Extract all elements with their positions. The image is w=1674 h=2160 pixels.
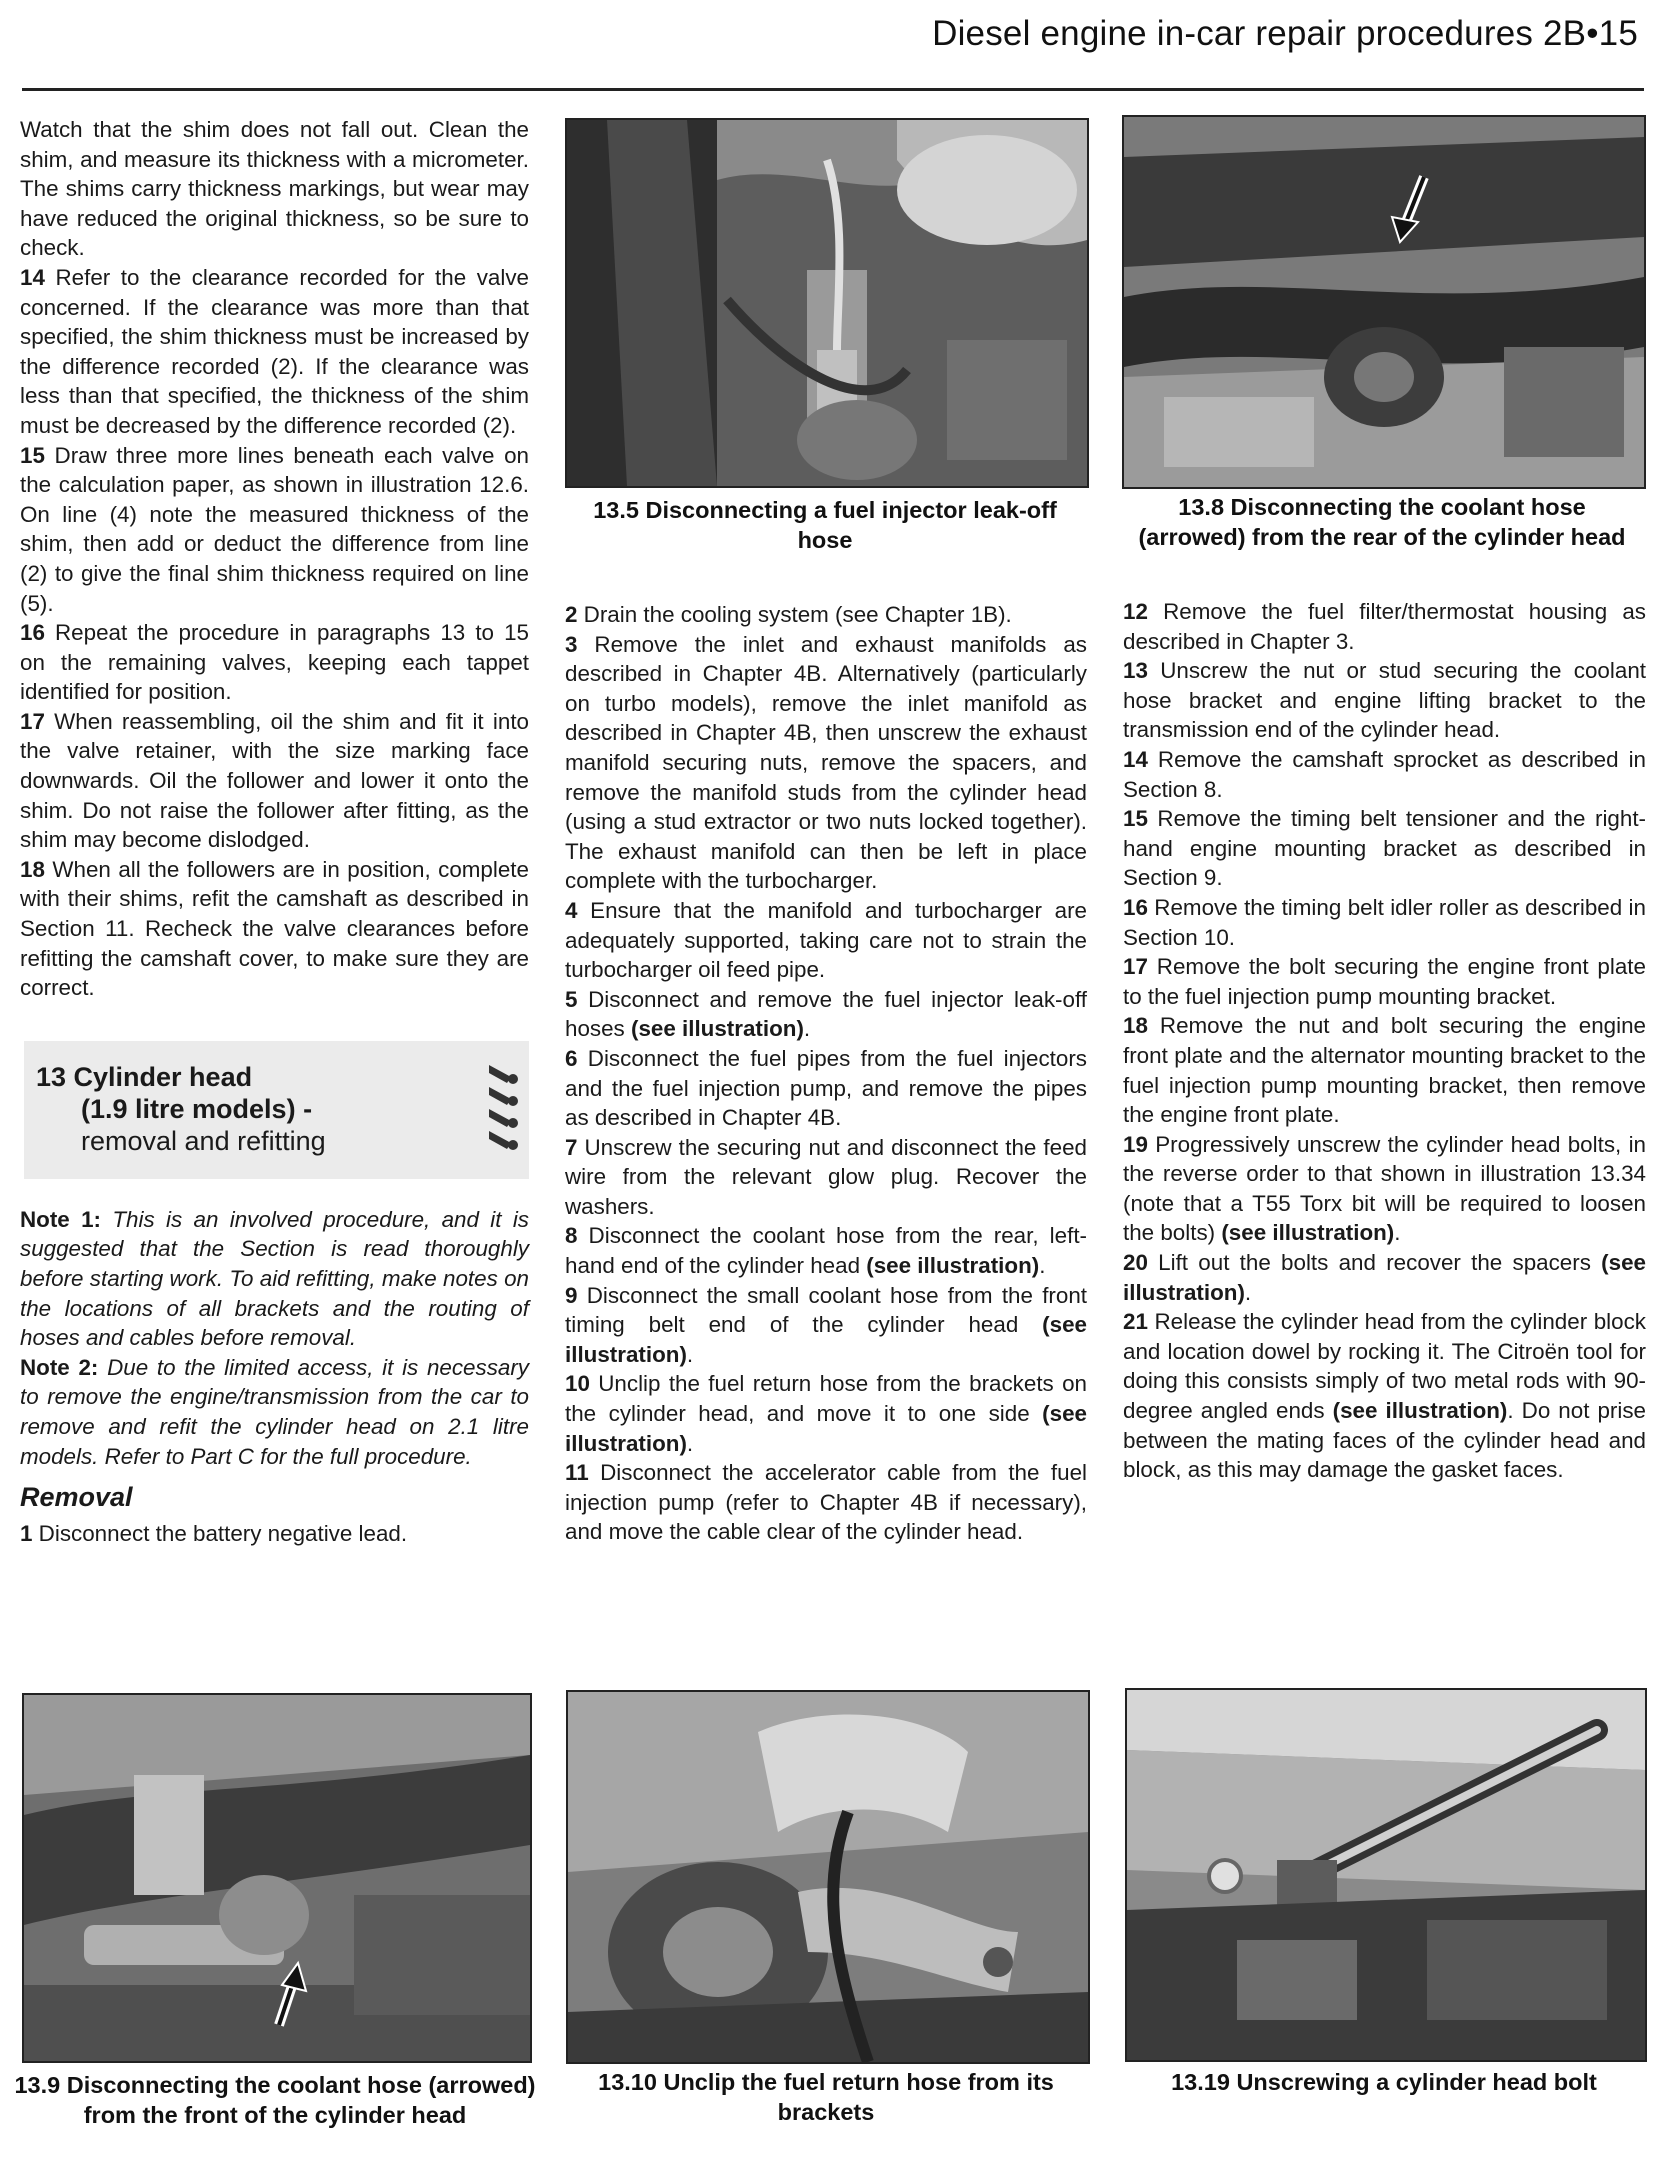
photo-13-19-image [1127, 1690, 1645, 2060]
page-header [22, 8, 1644, 91]
paragraph-18: 18 When all the followers are in position, complete with their shims, refit the camshaft as described in Section 11. Recheck the valve clearances before refitting the camshaft cover, to make sure they are correct. [20, 856, 529, 1001]
paragraph-16: 16 Repeat the procedure in paragraphs 13 to 15 on the remaining valves, keeping each tappet identified for position. [20, 620, 529, 705]
paragraph-14b: 14 Remove the camshaft sprocket as described in Section 8. [1123, 746, 1646, 802]
section-title-line-2: (1.9 litre models) - [81, 1093, 313, 1124]
paragraph-6: 6 Disconnect the fuel pipes from the fuel injectors and the fuel injection pump, and remove the pipes as described in Chapter 4B. [565, 1045, 1087, 1131]
paragraph-8: 8 Disconnect the coolant hose from the rear, left-hand end of the cylinder head (see illustration). [565, 1223, 1087, 1279]
column-3 [1123, 597, 1646, 1485]
paragraph-12: 12 Remove the fuel filter/thermostat housing as described in Chapter 3. [1123, 599, 1646, 654]
removal-heading: Removal [20, 1482, 133, 1513]
paragraph-15b: 15 Remove the timing belt tensioner and the right-hand engine mounting bracket as described in Section 9. [1123, 806, 1646, 891]
paragraph-5: 5 Disconnect and remove the fuel injector leak-off hoses (see illustration). [565, 986, 1087, 1042]
section-title-line-3: removal and refitting [81, 1125, 326, 1156]
paragraph-21: 21 Release the cylinder head from the cylinder block and location dowel by rocking it. The Citroën tool for doing this consists simply of two metal rods with 90-degree angled ends (see illustration). Do not prise between the mating faces of the cylinder head and block, as this may damage the gasket faces. [1123, 1309, 1646, 1483]
photo-13-9 [22, 1693, 532, 2063]
note-1: Note 1: This is an involved procedure, and it is suggested that the Section is read thoroughly before starting work. To aid refitting, make notes on the locations of all brackets and the routing of hoses and cables before removal. [20, 1206, 530, 1351]
difficulty-spanner-icon [485, 1059, 519, 1159]
photo-13-8 [1122, 115, 1646, 489]
photo-13-5-image [567, 120, 1087, 486]
caption-13-19: 13.19 Unscrewing a cylinder head bolt [1171, 2069, 1597, 2095]
paragraph-2: 2 Drain the cooling system (see Chapter 1B). [565, 602, 1012, 627]
caption-13-8: 13.8 Disconnecting the coolant hose (arrowed) from the rear of the cylinder head [1138, 494, 1626, 550]
photo-13-10 [566, 1690, 1090, 2064]
section-title-line-1: 13 Cylinder head [36, 1061, 253, 1092]
section-title [36, 1061, 521, 1157]
photo-13-10-image [568, 1692, 1088, 2062]
note-2: Note 2: Due to the limited access, it is necessary to remove the engine/transmission from the car to remove and refit the cylinder head on 2.1 litre models. Refer to Part C for the full procedure. [20, 1354, 529, 1469]
paragraph-3: 3 Remove the inlet and exhaust manifolds as described in Chapter 4B. Alternatively (particularly on turbo models), remove the inlet manifold as described in Chapter 4B, then unscrew the exhaust manifold securing nuts, remove the spacers, and remove the manifold studs from the cylinder head (using a stud extractor or two nuts locked together). The exhaust manifold can then be left in place complete with the turbocharger. [565, 631, 1087, 894]
photo-13-9-image [24, 1695, 530, 2061]
paragraph-10: 10 Unclip the fuel return hose from the brackets on the cylinder head, and move it to one side (see illustration). [565, 1371, 1087, 1456]
photo-13-19 [1125, 1688, 1647, 2062]
page-title: Diesel engine in-car repair procedures 2B•15 [932, 14, 1638, 53]
caption-13-9: 13.9 Disconnecting the coolant hose (arrowed) from the front of the cylinder head [14, 2072, 536, 2128]
paragraph-20: 20 Lift out the bolts and recover the spacers (see illustration). [1123, 1250, 1646, 1305]
paragraph-19: 19 Progressively unscrew the cylinder head bolts, in the reverse order to that shown in illustration 13.34 (note that a T55 Torx bit will be required to loosen the bolts) (see illustration). [1123, 1131, 1646, 1246]
section-heading-box [24, 1041, 529, 1179]
paragraph-17b: 17 Remove the bolt securing the engine front plate to the fuel injection pump mounting bracket. [1123, 954, 1646, 1009]
paragraph-4: 4 Ensure that the manifold and turbocharger are adequately supported, taking care not to strain the turbocharger oil feed pipe. [565, 897, 1087, 983]
column-2 [565, 600, 1087, 1547]
caption-13-10: 13.10 Unclip the fuel return hose from its brackets [598, 2069, 1054, 2125]
column-1 [20, 115, 529, 1548]
paragraph-1: 1 Disconnect the battery negative lead. [20, 1520, 408, 1546]
paragraph-11: 11 Disconnect the accelerator cable from the fuel injection pump (refer to Chapter 4B if necessary), and move the cable clear of the cylinder head. [565, 1460, 1087, 1545]
paragraph-14: 14 Refer to the clearance recorded for the valve concerned. If the clearance was more than that specified, the shim thickness must be increased by the difference recorded (2). If the clearance was less than that specified, the thickness of the shim must be decreased by the difference recorded (2). [20, 264, 529, 438]
paragraph-9: 9 Disconnect the small coolant hose from the front timing belt end of the cylinder head (see illustration). [565, 1282, 1087, 1367]
paragraph-7: 7 Unscrew the securing nut and disconnect the feed wire from the relevant glow plug. Recover the washers. [565, 1134, 1087, 1219]
paragraph-intro: Watch that the shim does not fall out. Clean the shim, and measure its thickness with a micrometer. The shims carry thickness markings, but wear may have reduced the original thickness, so be sure to check. [20, 117, 529, 261]
paragraph-13: 13 Unscrew the nut or stud securing the coolant hose bracket and engine lifting bracket to the transmission end of the cylinder head. [1123, 658, 1646, 743]
paragraph-17: 17 When reassembling, oil the shim and fit it into the valve retainer, with the size marking face downwards. Oil the follower and lower it onto the shim. Do not raise the follower after fitting, as the shim may become dislodged. [20, 708, 529, 853]
photo-13-8-image [1124, 117, 1644, 487]
photo-13-5 [565, 118, 1089, 488]
paragraph-15: 15 Draw three more lines beneath each valve on the calculation paper, as shown in illustration 12.6. On line (4) note the measured thickness of the shim, then add or deduct the difference from line (2) to give the final shim thickness required on line (5). [20, 442, 529, 616]
paragraph-16b: 16 Remove the timing belt idler roller as described in Section 10. [1123, 894, 1646, 950]
caption-13-5: 13.5 Disconnecting a fuel injector leak-off hose [593, 497, 1057, 553]
paragraph-18b: 18 Remove the nut and bolt securing the engine front plate and the alternator mounting bracket to the fuel injection pump mounting bracket, then remove the engine front plate. [1123, 1013, 1646, 1128]
